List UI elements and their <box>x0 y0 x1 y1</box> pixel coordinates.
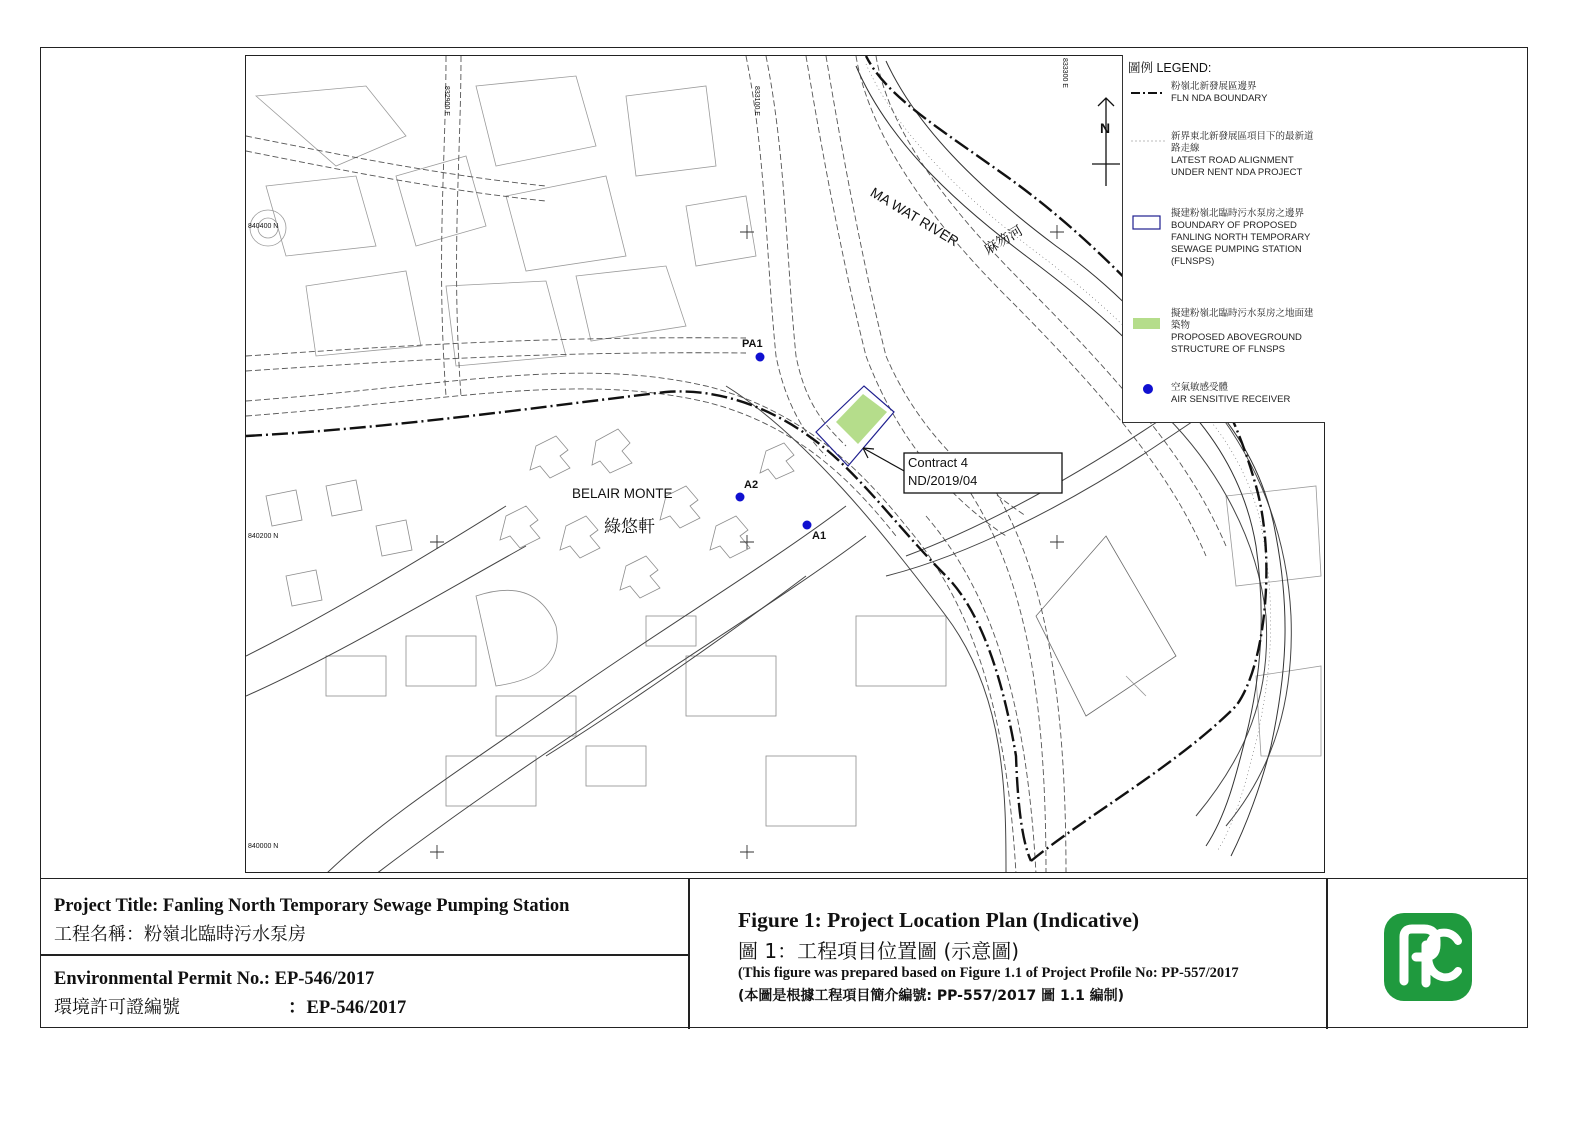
north-label: N <box>1100 120 1111 136</box>
receiver-a2-marker <box>736 493 745 502</box>
receiver-a1-marker <box>803 521 812 530</box>
legend-item-aboveground-structure: 擬建粉嶺北臨時污水泵房之地面建築物 PROPOSED ABOVEGROUND STRUCTURE OF FLNSPS <box>1171 308 1314 355</box>
figure-note-zh: (本圖是根據工程項目簡介編號: PP-557/2017 圖 1.1 編制) <box>738 988 1125 1004</box>
grid-label-n3: 840000 N <box>248 843 279 850</box>
epd-logo-icon <box>1382 911 1474 1003</box>
receiver-pa1-marker <box>756 353 765 362</box>
legend-item-air-sensitive-receiver: 空氣敏感受體 AIR SENSITIVE RECEIVER <box>1171 382 1291 405</box>
river-label-en: MA WAT RIVER <box>867 184 962 250</box>
figure-title-zh: 圖 1：工程項目位置圖 (示意圖) <box>738 939 1020 963</box>
legend-item-flnsps-boundary: 擬建粉嶺北臨時污水泵房之邊界 BOUNDARY OF PROPOSED FANLING NORTH TEMPORARY SEWAGE PUMPING STATION (FLNSPS) <box>1171 208 1311 267</box>
north-arrow-icon <box>1092 98 1120 186</box>
receiver-pa1-label: PA1 <box>742 338 763 350</box>
title-block <box>40 878 1528 1028</box>
flnsps-structure <box>836 394 887 444</box>
permit-number-en: Environmental Permit No.: EP-546/2017 <box>54 969 375 989</box>
legend-item-nda-boundary: 粉嶺北新發展區邊界 FLN NDA BOUNDARY <box>1171 81 1268 104</box>
receiver-a1-label: A1 <box>812 530 827 542</box>
permit-label-zh: 環境許可證編號 <box>54 997 180 1018</box>
river-label-zh: 麻笏河 <box>981 222 1026 259</box>
grid-label-e1: 832900 E <box>443 86 450 116</box>
grid-label-n2: 840200 N <box>248 533 279 540</box>
legend-symbol-flnsps-boundary <box>1133 216 1160 229</box>
legend-item-road-alignment: 新界東北新發展區項目下的最新道路走線 LATEST ROAD ALIGNMENT UNDER NENT NDA PROJECT <box>1171 131 1314 178</box>
estate-name-zh: 綠悠軒 <box>604 517 655 537</box>
estate-name-en: BELAIR MONTE <box>572 486 673 501</box>
grid-label-e2: 833100 E <box>753 86 760 116</box>
legend-title: 圖例 LEGEND: <box>1128 61 1212 75</box>
permit-number-zh: ：EP-546/2017 <box>288 998 407 1018</box>
receiver-a2-label: A2 <box>744 479 759 491</box>
legend-symbol-receiver <box>1143 384 1153 394</box>
grid-label-e3: 833300 E <box>1061 58 1068 88</box>
figure-title-en: Figure 1: Project Location Plan (Indicative) <box>738 908 1140 932</box>
project-title-en: Project Title: Fanling North Temporary Sewage Pumping Station <box>54 896 570 916</box>
contract-label: Contract 4 <box>908 455 968 470</box>
contract-number: ND/2019/04 <box>908 473 978 488</box>
project-title-zh: 工程名稱：粉嶺北臨時污水泵房 <box>54 924 306 945</box>
grid-label-n1: 840400 N <box>248 223 279 230</box>
figure-note-en: (This figure was prepared based on Figure 1.1 of Project Profile No: PP-557/2017 <box>738 965 1239 981</box>
legend-symbol-aboveground-structure <box>1133 318 1160 329</box>
map-legend <box>1122 55 1325 423</box>
